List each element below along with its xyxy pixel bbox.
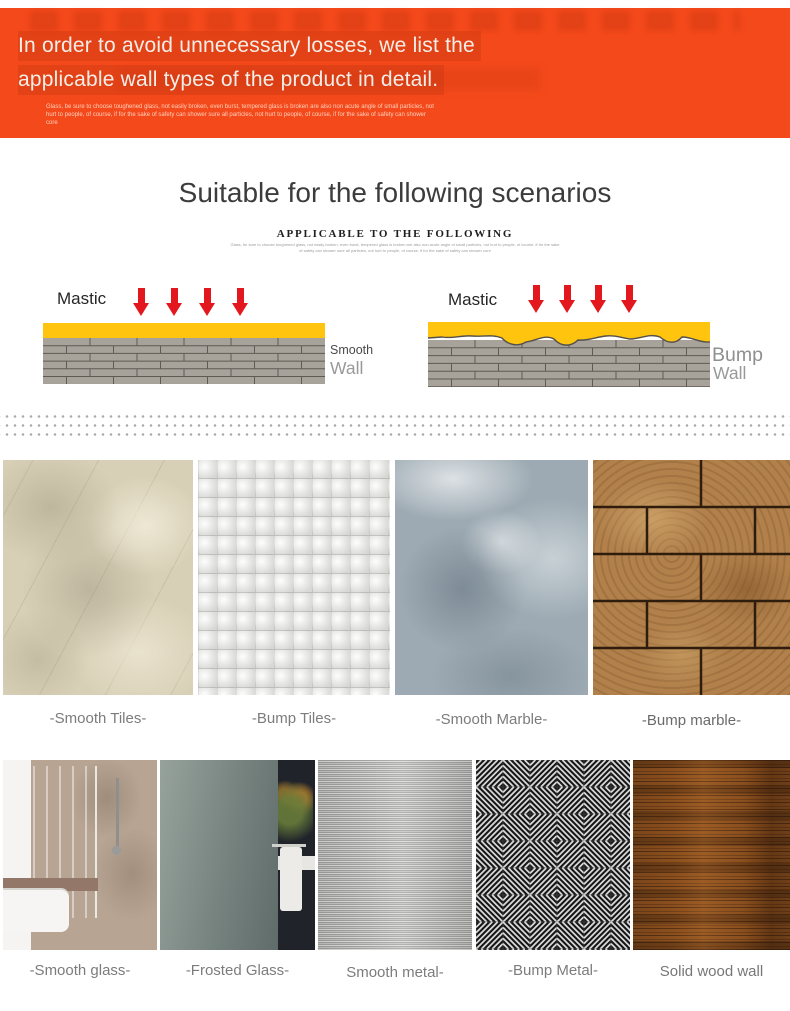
texture-image-frosted-glass xyxy=(160,760,315,950)
frosted-glass-panel xyxy=(160,760,278,950)
shower-bar xyxy=(116,778,119,852)
arrow-row-right xyxy=(528,285,637,313)
texture-image-bump-marble xyxy=(593,460,790,695)
section-subtitle: APPLICABLE TO THE FOLLOWING xyxy=(276,228,514,240)
banner-headline-text: In order to avoid unnecessary losses, we list the xyxy=(18,31,481,61)
tile-label: Smooth metal- xyxy=(346,964,444,981)
mastic-label-right: Mastic xyxy=(448,290,498,309)
towel xyxy=(280,847,302,911)
mastic-label-left: Mastic xyxy=(57,289,107,308)
shower-handset xyxy=(112,846,121,855)
banner-watermark-smudge xyxy=(30,11,740,31)
tile-label: -Smooth Marble- xyxy=(435,711,548,728)
texture-image-smooth-metal xyxy=(318,760,472,950)
tile-label: -Frosted Glass- xyxy=(185,962,290,979)
bump-wall-word-label: Wall xyxy=(713,363,747,383)
dotted-divider xyxy=(0,409,790,436)
down-arrow-icon xyxy=(199,288,215,316)
tile-label: -Smooth glass- xyxy=(29,962,131,979)
smooth-wall-type-label: Smooth xyxy=(330,343,374,357)
texture-image-smooth-marble xyxy=(395,460,588,695)
tile-label: -Bump Metal- xyxy=(507,962,599,979)
texture-image-smooth-tiles xyxy=(3,460,193,695)
brick-wall-graphic-smooth xyxy=(43,338,325,384)
texture-image-smooth-glass xyxy=(3,760,157,950)
mastic-layer-graphic-smooth xyxy=(43,323,325,338)
brick-joint-lines xyxy=(593,460,790,695)
banner-headline-line1 xyxy=(18,34,481,58)
arrow-row-left xyxy=(133,288,248,316)
bump-wall-type-label: Bump xyxy=(712,344,763,366)
banner-headline-text: applicable wall types of the product in detail. xyxy=(18,65,444,95)
down-arrow-icon xyxy=(528,285,544,313)
tile-label: -Bump Tiles- xyxy=(251,710,337,727)
texture-image-bump-metal xyxy=(476,760,630,950)
section-title: Suitable for the following scenarios xyxy=(178,177,612,208)
tile-label: -Smooth Tiles- xyxy=(49,710,147,727)
banner xyxy=(0,8,790,138)
banner-headline-line2 xyxy=(18,68,444,92)
bathtub xyxy=(3,890,69,932)
down-arrow-icon xyxy=(559,285,575,313)
down-arrow-icon xyxy=(621,285,637,313)
banner-disclaimer: Glass, be sure to choose toughened glass, not easily broken, even burst, tempered glass is broken are also non acute angle of small particles, not hurt to people, of course, if for the sake of safety can shower sure all particles, not hurt to people, of course, if for the sake of safety can shower core xyxy=(46,104,434,126)
smooth-wall-word-label: Wall xyxy=(330,358,364,378)
down-arrow-icon xyxy=(166,288,182,316)
down-arrow-icon xyxy=(590,285,606,313)
section-subtitle-note: Glass, be sure to choose toughened glass, not easily broken, even burst, tempered glass is broken are also non acute angle of small particles, not hurt to people, of course, if for the sake of safety can shower sure all particles, not hurt to people, of course, if for the sake of safety can shower core xyxy=(230,242,560,253)
down-arrow-icon xyxy=(133,288,149,316)
texture-image-bump-tiles xyxy=(198,460,390,695)
checker-plate-pattern xyxy=(476,760,630,950)
texture-image-solid-wood xyxy=(633,760,790,950)
tile-label: Solid wood wall xyxy=(659,963,764,980)
mastic-layer-graphic-bump xyxy=(428,322,710,350)
tile-label: -Bump marble- xyxy=(641,712,742,729)
down-arrow-icon xyxy=(232,288,248,316)
